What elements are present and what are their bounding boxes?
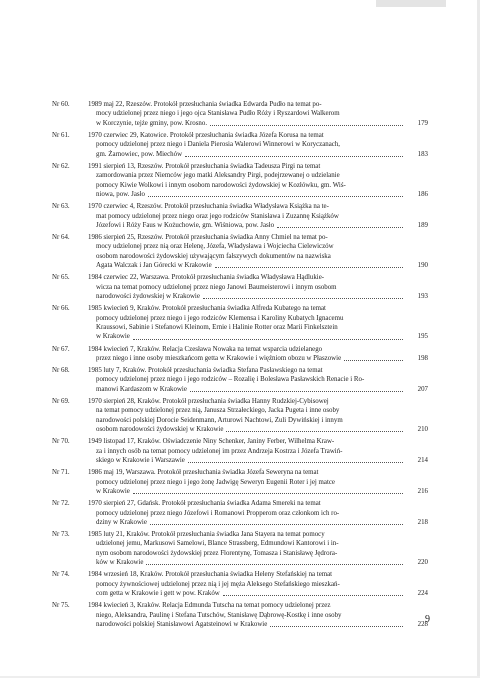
- entry-number: Nr 66.: [52, 305, 70, 313]
- table-of-contents: [52, 100, 428, 632]
- entry-line: [88, 487, 428, 496]
- entry-number: Nr 63.: [52, 203, 70, 211]
- dot-leader: [133, 493, 403, 494]
- entry-page-number: 218: [417, 518, 428, 526]
- entry-text: 1984 kwiecień 3, Kraków. Relacja Edmunda Tutscha na temat pomocy udzielonej przez: [88, 602, 331, 610]
- entry-page-number: 224: [417, 590, 428, 598]
- entry-page-number: 195: [417, 333, 428, 341]
- entry-text: pomocy udzielonej przez niego i Daniela Pierosia Walerowi Winnerowi w Koryczanach,: [96, 141, 341, 149]
- entry-line: [88, 100, 428, 109]
- toc-entry: [52, 499, 428, 527]
- entry-line: [88, 539, 428, 548]
- entry-number: Nr 75.: [52, 602, 70, 610]
- entry-line: [88, 601, 428, 610]
- entry-text: osobom narodowości żydowskiej używającym fałszywych dokumentów na nazwiska: [96, 252, 331, 260]
- entry-text: nym osobom narodowości żydowskiej przez Florentynę, Tomasza i Stanisławę Jędrora-: [96, 549, 338, 557]
- toc-entry: [52, 366, 428, 394]
- dot-leader: [190, 391, 403, 392]
- entry-number: Nr 65.: [52, 274, 70, 282]
- entry-line: [88, 304, 428, 313]
- entry-text: Agata Walczak i Jan Górecki w Krakowie: [96, 262, 212, 270]
- entry-line: [88, 150, 428, 159]
- entry-text: 1986 sierpień 25, Rzeszów. Protokół przesłuchania świadka Anny Chmiel na temat po-: [88, 234, 328, 242]
- entry-text: pomocy żywnościowej udzielonej przez nią i jej męża Aleksego Stefańskiego mieszkań-: [96, 580, 340, 588]
- entry-text: wicza na temat pomocy udzielonej przez niego Janowi Baumeisterowi i innym osobom: [96, 283, 337, 291]
- entry-text: przez niego i inne osoby mieszkańcom getta w Krakowie i więźniom obozu w Płaszowie: [96, 354, 342, 362]
- dot-leader: [226, 431, 403, 432]
- entry-line: [88, 252, 428, 261]
- entry-text: mocy udzielonej przez nią oraz Helenę, Józefa, Władysława i Wojciecha Cielewiczów: [96, 243, 334, 251]
- entry-text: 1989 maj 22, Rzeszów. Protokół przesłuchania świadka Edwarda Pudło na temat po-: [88, 101, 322, 108]
- entry-number: Nr 72.: [52, 500, 70, 508]
- entry-line: [88, 478, 428, 487]
- entry-text: na temat pomocy udzielonej przez nią, Janusza Strzałeckiego, Jacka Pugeta i inne osoby: [96, 407, 340, 415]
- toc-entry: [52, 530, 428, 568]
- entry-number: Nr 70.: [52, 438, 70, 446]
- entry-number: Nr 71.: [52, 469, 70, 477]
- entry-text: niego, Aleksandra, Paulinę i Stefana Tutschów, Stanisławę Dąbrowę-Kostkę i inne osoby: [96, 611, 342, 619]
- entry-text: 1991 sierpień 13, Rzeszów. Protokół przesłuchania świadka Tadeusza Pirgi na temat: [88, 162, 321, 170]
- dot-leader: [146, 564, 403, 565]
- entry-text: 1970 sierpień 28, Kraków. Protokół przesłuchania świadka Hanny Rudzkiej-Cybisowej: [88, 397, 329, 405]
- entry-line: [88, 456, 428, 465]
- toc-entry: [52, 345, 428, 364]
- dot-leader: [150, 524, 403, 525]
- entry-line: [88, 221, 428, 230]
- entry-text: 1970 czerwiec 29, Katowice. Protokół przesłuchania świadka Józefa Korusa na temat: [88, 131, 324, 139]
- entry-text: 1985 luty 7, Kraków. Protokół przesłuchania świadka Stefana Pasławskiego na temat: [88, 367, 323, 375]
- entry-line: [88, 190, 428, 199]
- entry-line: [88, 292, 428, 301]
- entry-line: [88, 375, 428, 384]
- toc-entry: [52, 273, 428, 301]
- entry-text: mocy udzielonej przez niego i jego ojca Stanisława Pudło Róży i Ryszardowi Walkerom: [96, 110, 340, 118]
- entry-line: [88, 354, 428, 363]
- entry-number: Nr 73.: [52, 531, 70, 538]
- entry-line: [88, 242, 428, 251]
- toc-entry: [52, 202, 428, 230]
- entry-text: narodowości polskiej Stanisławowi Agatsteinowi w Krakowie: [96, 621, 268, 629]
- entry-page-number: 193: [417, 293, 428, 301]
- entry-text: niowa, pow. Jasło: [96, 191, 145, 199]
- entry-text: pomocy udzielonej przez niego Józefowi i Romanowi Propperom oraz członkom ich ro-: [96, 509, 340, 517]
- entry-line: [88, 549, 428, 558]
- entry-line: [88, 518, 428, 527]
- entry-text: pomocy udzielonej przez niego i jego żonę Jadwigę Seweryn Eugenii Roter i jej matce: [96, 478, 335, 486]
- entry-line: [88, 416, 428, 425]
- entry-text: gm. Żarnowiec, pow. Miechów: [96, 150, 183, 158]
- entry-number: Nr 67.: [52, 345, 70, 353]
- toc-entry: [52, 162, 428, 200]
- entry-text: 1985 luty 21, Kraków. Protokół przesłuchania świadka Jana Stayera na temat pomocy: [88, 531, 325, 538]
- entry-number: Nr 62.: [52, 162, 70, 170]
- entry-page-number: 228: [417, 621, 428, 629]
- toc-entry: [52, 233, 428, 271]
- entry-line: [88, 397, 428, 406]
- entry-number: Nr 68.: [52, 367, 70, 375]
- entry-text: w Krakowie: [96, 488, 130, 495]
- dot-leader: [133, 339, 403, 340]
- entry-text: pomocy Kiwie Wolkowi i innym osobom narodowości żydowskiej w Kozłówku, gm. Wiś-: [96, 181, 346, 189]
- entry-line: [88, 589, 428, 598]
- entry-text: mat pomocy udzielonej przez niego oraz jego rodziców Stanisława i Zuzannę Książków: [96, 212, 339, 220]
- entry-line: [88, 611, 428, 620]
- entry-text: zamordowania przez Niemców jego matki Aleksandry Pirgi, podejrzewanej o udzielanie: [96, 172, 340, 180]
- entry-text: dziny w Krakowie: [96, 518, 147, 526]
- entry-text: 1984 wrzesień 18, Kraków. Protokół przesłuchania świadka Heleny Stefańskiej na temat: [88, 571, 333, 579]
- entry-page-number: 190: [417, 262, 428, 270]
- entry-text: w Korczynie, tejże gminy, pow. Krosno.: [96, 119, 208, 127]
- toc-entry: [52, 131, 428, 159]
- entry-text: 1970 sierpień 27, Gdańsk. Protokół przesłuchania świadka Adama Smereki na temat: [88, 500, 321, 508]
- entry-page-number: 186: [417, 191, 428, 199]
- entry-line: [88, 366, 428, 375]
- entry-page-number: 198: [417, 354, 428, 362]
- entry-line: [88, 273, 428, 282]
- toc-entry: [52, 570, 428, 598]
- entry-line: [88, 233, 428, 242]
- entry-line: [88, 109, 428, 118]
- entry-line: [88, 385, 428, 394]
- entry-line: [88, 171, 428, 180]
- entry-line: [88, 509, 428, 518]
- entry-line: [88, 202, 428, 211]
- dot-leader: [185, 156, 403, 157]
- entry-text: Kraussowi, Sabinie i Stefanowi Kleinom, Ernie i Halinie Rotter oraz Marii Finkelsztein: [96, 324, 338, 332]
- entry-page-number: 214: [417, 457, 428, 465]
- entry-page-number: 220: [417, 559, 428, 567]
- entry-text: 1985 kwiecień 9, Kraków. Protokół przesłuchania świadka Alfreda Kubatego na temat: [88, 305, 326, 313]
- entry-text: Józefowi i Róży Faus w Kożuchowie, gm. Wiśniowa, pow. Jasło: [96, 221, 275, 229]
- entry-text: pomocy udzielonej przez niego i jego rodziców – Rozalię i Bolesława Pasławskich Renacie i Ro-: [96, 376, 365, 384]
- entry-line: [88, 620, 428, 629]
- entry-line: [88, 406, 428, 415]
- entry-number: Nr 69.: [52, 397, 70, 405]
- entry-text: osobom narodowości żydowskiej w Krakowie: [96, 426, 224, 434]
- entry-text: skiego w Krakowie i Warszawie: [96, 457, 185, 465]
- entry-line: [88, 131, 428, 140]
- entry-line: [88, 570, 428, 579]
- dot-leader: [210, 125, 403, 126]
- entry-text: 1970 czerwiec 4, Rzeszów. Protokół przesłuchania świadka Władysława Książka na te-: [88, 203, 329, 211]
- toc-entry: [52, 468, 428, 496]
- entry-number: Nr 60.: [52, 101, 70, 108]
- entry-line: [88, 119, 428, 128]
- entry-text: pomocy udzielonej przez niego i jego rodziców Klemensa i Karoliny Kubatych Ignacemu: [96, 314, 344, 322]
- dot-leader: [215, 267, 403, 268]
- scan-edge-top: [376, 0, 446, 7]
- entry-text: 1984 czerwiec 22, Warszawa. Protokół przesłuchania świadka Władysława Hądlukie-: [88, 274, 325, 282]
- entry-text: udzielonej jemu, Markusowi Samelowi, Blance Strassberg, Edmundowi Kantorowi i in-: [96, 540, 339, 548]
- entry-number: Nr 74.: [52, 571, 70, 579]
- entry-line: [88, 212, 428, 221]
- entry-page-number: 216: [417, 488, 428, 495]
- entry-line: [88, 181, 428, 190]
- entry-line: [88, 530, 428, 539]
- entry-line: [88, 261, 428, 270]
- entry-line: [88, 323, 428, 332]
- dot-leader: [277, 227, 403, 228]
- dot-leader: [203, 298, 403, 299]
- entry-line: [88, 162, 428, 171]
- dot-leader: [344, 360, 403, 361]
- entry-line: [88, 314, 428, 323]
- toc-entry: [52, 100, 428, 128]
- entry-page-number: 210: [417, 426, 428, 434]
- page-number: 9: [425, 614, 430, 625]
- entry-page-number: 183: [417, 150, 428, 158]
- entry-line: [88, 332, 428, 341]
- entry-line: [88, 345, 428, 354]
- entry-line: [88, 140, 428, 149]
- entry-text: com getta w Krakowie i gett w pow. Kraków: [96, 590, 220, 598]
- dot-leader: [270, 626, 403, 627]
- toc-entry: [52, 304, 428, 342]
- dot-leader: [148, 196, 403, 197]
- entry-text: za i innych osób na temat pomocy udzielonej im przez Andrzeja Kostrza i Józefa Trawiń-: [96, 447, 343, 455]
- entry-line: [88, 283, 428, 292]
- dot-leader: [223, 595, 403, 596]
- entry-text: manowi Kardaszom w Krakowie: [96, 385, 187, 393]
- toc-entry: [52, 437, 428, 465]
- entry-line: [88, 580, 428, 589]
- entry-line: [88, 499, 428, 508]
- entry-line: [88, 447, 428, 456]
- entry-text: w Krakowie: [96, 333, 130, 341]
- entry-text: ków w Krakowie: [96, 559, 144, 567]
- entry-number: Nr 61.: [52, 131, 70, 139]
- entry-text: narodowości żydowskiej w Krakowie: [96, 293, 200, 301]
- entry-line: [88, 468, 428, 477]
- entry-line: [88, 425, 428, 434]
- dot-leader: [188, 462, 403, 463]
- entry-page-number: 179: [417, 119, 428, 127]
- entry-text: 1984 kwiecień 7, Kraków. Relacja Czesława Nowaka na temat wsparcia udzielanego: [88, 345, 323, 353]
- entry-page-number: 189: [417, 221, 428, 229]
- entry-line: [88, 437, 428, 446]
- entry-line: [88, 558, 428, 567]
- entry-number: Nr 64.: [52, 234, 70, 242]
- entry-text: 1986 maj 19, Warszawa. Protokół przesłuchania świadka Józefa Seweryna na temat: [88, 469, 319, 477]
- toc-entry: [52, 601, 428, 629]
- entry-text: narodowości polskiej Dorocie Seidenmann, Arturowi Nachtowi, Zuli Dywińskiej i innym: [96, 416, 343, 424]
- toc-entry: [52, 397, 428, 435]
- entry-page-number: 207: [417, 385, 428, 393]
- entry-text: 1949 listopad 17, Kraków. Oświadczenie Niny Schenker, Janiny Ferber, Wilhelma Kraw-: [88, 438, 335, 446]
